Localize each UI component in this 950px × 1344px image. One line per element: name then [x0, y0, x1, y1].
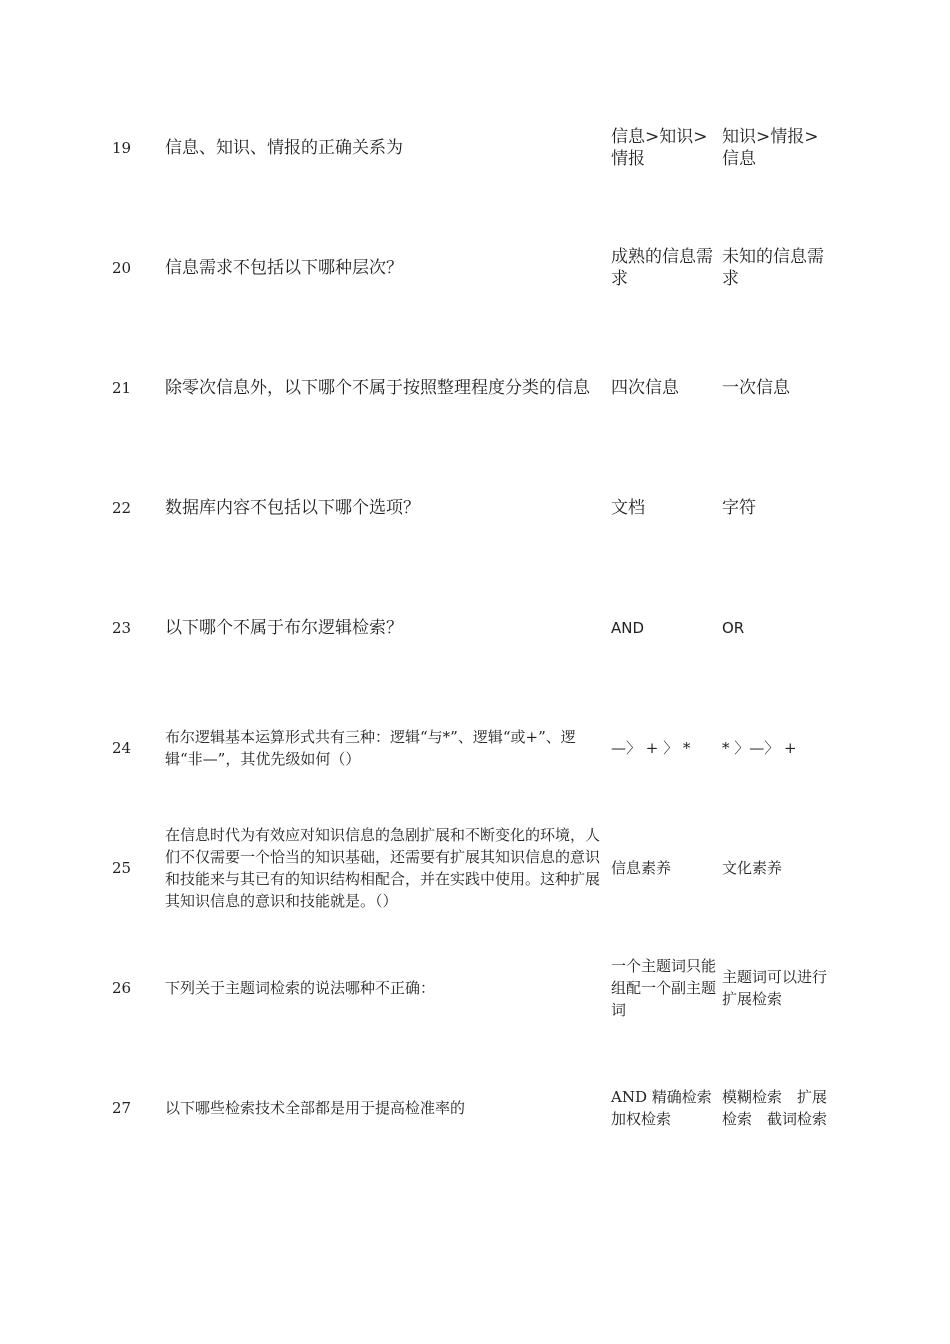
option-a: —〉 + 〉 *: [611, 739, 691, 757]
question-row-20: [0, 208, 950, 328]
option-a: 信息>知识>情报: [611, 127, 708, 169]
option-b: 未知的信息需求: [722, 247, 824, 289]
option-b: OR: [722, 619, 745, 637]
question-number: 26: [112, 979, 132, 997]
option-a: AND 精确检索 加权检索: [611, 1088, 712, 1128]
option-a: 一个主题词只能组配一个副主题词: [611, 957, 717, 1019]
option-a: AND: [611, 619, 645, 637]
question-number: 25: [112, 859, 132, 877]
question-row-23: [0, 568, 950, 688]
option-a: 文档: [611, 498, 645, 518]
question-number: 20: [112, 259, 132, 277]
question-number: 24: [112, 739, 132, 757]
question-number: 23: [112, 619, 132, 637]
question-text: 信息需求不包括以下哪种层次？: [165, 258, 403, 278]
question-text: 布尔逻辑基本运算形式共有三种：逻辑“与*”、逻辑“或+”、逻辑“非—”，其优先级如何（）: [165, 728, 576, 768]
question-text: 以下哪些检索技术全部都是用于提高检准率的: [165, 1099, 466, 1117]
question-number: 19: [112, 139, 132, 157]
question-text: 以下哪个不属于布尔逻辑检索？: [165, 618, 403, 638]
option-b: 一次信息: [722, 378, 790, 398]
question-row-22: [0, 448, 950, 568]
question-number: 22: [112, 499, 132, 517]
question-text: 下列关于主题词检索的说法哪种不正确：: [165, 979, 436, 997]
option-a: 成熟的信息需求: [611, 247, 713, 289]
question-row-21: [0, 328, 950, 448]
option-b: 字符: [722, 498, 756, 518]
question-text: 数据库内容不包括以下哪个选项？: [165, 498, 420, 518]
question-row-27: [0, 1048, 950, 1168]
question-text: 信息、知识、情报的正确关系为: [165, 138, 403, 158]
question-row-26: [0, 928, 950, 1048]
question-number: 21: [112, 379, 132, 397]
option-b: 文化素养: [722, 859, 783, 877]
option-a: 四次信息: [611, 378, 679, 398]
option-b: 模糊检索 扩展检索 截词检索: [722, 1088, 828, 1128]
option-b: * 〉—〉 +: [722, 739, 797, 757]
question-row-24: [0, 688, 950, 808]
option-b: 主题词可以进行扩展检索: [722, 968, 828, 1008]
question-number: 27: [112, 1099, 132, 1117]
option-b: 知识>情报>信息: [722, 127, 819, 169]
question-text: 在信息时代为有效应对知识信息的急剧扩展和不断变化的环境，人们不仅需要一个恰当的知识基础，还需要有扩展其知识信息的意识和技能来与其已有的知识结构相配合，并在实践中使用。这种扩展其知识信息的意识和技能就是。（）: [165, 826, 601, 910]
option-a: 信息素养: [611, 859, 672, 877]
question-text: 除零次信息外，以下哪个不属于按照整理程度分类的信息: [165, 378, 590, 398]
question-row-25: [0, 808, 950, 928]
question-row-19: [0, 88, 950, 208]
